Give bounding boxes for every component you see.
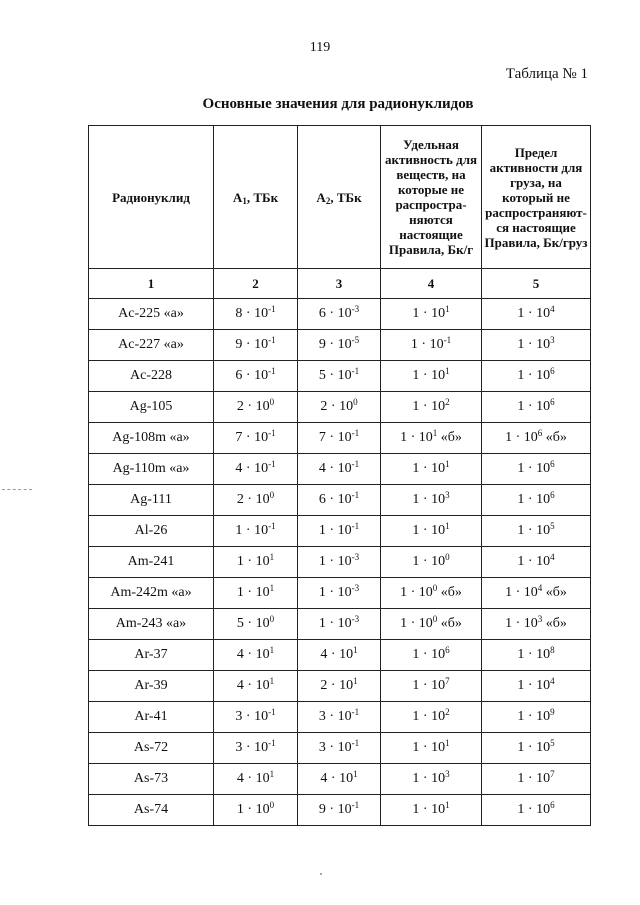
consignment-limit-value-cell: [482, 392, 591, 423]
consignment-limit-value-cell: [482, 423, 591, 454]
a2-value-exponent: -1: [351, 521, 360, 531]
a1-value-cell: [214, 423, 298, 454]
nuclide-cell: Ag-111: [89, 485, 214, 516]
table-row: [89, 609, 591, 640]
column-number: 3: [298, 269, 381, 299]
a2-value-cell: [298, 330, 381, 361]
a1-value-exponent: -1: [268, 304, 276, 314]
consignment-limit-value-mantissa: 1 · 10: [505, 585, 538, 600]
margin-mark: [2, 489, 32, 490]
specific-activity-value-mantissa: 1 · 10: [412, 461, 446, 476]
column-number: 1: [89, 269, 214, 299]
table-label: Таблица № 1: [505, 66, 588, 82]
a1-value-exponent: -1: [268, 335, 276, 345]
specific-activity-value-mantissa: 1 · 10: [400, 430, 433, 445]
consignment-limit-value-mantissa: 1 · 10: [517, 647, 551, 662]
consignment-limit-value-mantissa: 1 · 10: [517, 802, 551, 817]
a1-value-cell: [214, 733, 298, 764]
a2-value-exponent: -1: [351, 738, 360, 748]
specific-activity-value-exponent: 0: [432, 614, 438, 624]
specific-activity-value-exponent: 0: [432, 583, 438, 593]
a2-value-cell: [298, 640, 381, 671]
specific-activity-value-mantissa: 1 · 10: [412, 523, 446, 538]
header-a2-letter: A: [316, 189, 326, 205]
specific-activity-value-mantissa: 1 · 10: [400, 585, 433, 600]
a2-value-mantissa: 2 · 10: [320, 678, 354, 693]
a1-value-exponent: 1: [269, 552, 275, 562]
a2-value-cell: [298, 299, 381, 330]
specific-activity-value-mantissa: 1 · 10: [412, 554, 446, 569]
consignment-limit-value-exponent: 5: [550, 521, 555, 531]
header-a2: [298, 126, 381, 269]
specific-activity-value-exponent: 1: [445, 800, 450, 810]
nuclide-cell: As-73: [89, 764, 214, 795]
nuclide-cell: Ag-105: [89, 392, 214, 423]
a2-value-cell: [298, 733, 381, 764]
specific-activity-value-exponent: 2: [445, 397, 450, 407]
specific-activity-value-mantissa: 1 · 10: [412, 709, 446, 724]
nuclide-cell: Ar-37: [89, 640, 214, 671]
consignment-limit-value-mantissa: 1 · 10: [517, 678, 551, 693]
specific-activity-value-exponent: 2: [445, 707, 450, 717]
a1-value-mantissa: 9 · 10: [235, 337, 269, 352]
a1-value-exponent: 1: [269, 676, 275, 686]
nuclide-cell: Al-26: [89, 516, 214, 547]
consignment-limit-value-cell: [482, 733, 591, 764]
specific-activity-value-mantissa: 1 · 10: [412, 740, 446, 755]
specific-activity-value-mantissa: 1 · 10: [412, 802, 446, 817]
a1-value-mantissa: 4 · 10: [236, 771, 270, 786]
a1-value-exponent: 0: [269, 490, 275, 500]
table-row: [89, 516, 591, 547]
a1-value-cell: [214, 516, 298, 547]
a2-value-mantissa: 6 · 10: [318, 492, 352, 507]
specific-activity-value-cell: [381, 671, 482, 702]
a1-value-cell: [214, 640, 298, 671]
specific-activity-value-mantissa: 1 · 10: [412, 678, 446, 693]
a1-value-mantissa: 2 · 10: [236, 492, 270, 507]
a2-value-mantissa: 9 · 10: [318, 337, 352, 352]
a1-value-mantissa: 7 · 10: [235, 430, 269, 445]
a1-value-exponent: -1: [268, 521, 276, 531]
a1-value-mantissa: 3 · 10: [235, 709, 269, 724]
consignment-limit-value-mantissa: 1 · 10: [517, 523, 551, 538]
specific-activity-value-cell: [381, 764, 482, 795]
consignment-limit-value-exponent: 4: [537, 583, 543, 593]
specific-activity-value-note: «б»: [437, 430, 462, 445]
nuclide-cell: Ag-108m «а»: [89, 423, 214, 454]
a1-value-mantissa: 1 · 10: [236, 554, 270, 569]
consignment-limit-value-mantissa: 1 · 10: [517, 368, 551, 383]
a1-value-exponent: -1: [268, 707, 276, 717]
specific-activity-value-exponent: 1: [445, 366, 450, 376]
header-a1-letter: A: [232, 189, 243, 205]
a2-value-mantissa: 1 · 10: [318, 523, 352, 538]
consignment-limit-value-cell: [482, 640, 591, 671]
a2-value-cell: [298, 671, 381, 702]
a1-value-exponent: -1: [268, 738, 276, 748]
specific-activity-value-note: «б»: [437, 616, 462, 631]
specific-activity-value-cell: [381, 361, 482, 392]
specific-activity-value-cell: [381, 299, 482, 330]
a2-value-mantissa: 4 · 10: [320, 647, 354, 662]
a1-value-exponent: 1: [269, 645, 275, 655]
a2-value-exponent: -1: [351, 800, 360, 810]
header-a1-subscript: 1: [242, 195, 247, 206]
a1-value-cell: [214, 485, 298, 516]
table-row: [89, 423, 591, 454]
specific-activity-value-exponent: 1: [445, 521, 450, 531]
consignment-limit-value-cell: [482, 454, 591, 485]
specific-activity-value-exponent: 3: [445, 769, 450, 779]
a2-value-exponent: 1: [353, 676, 358, 686]
a2-value-cell: [298, 392, 381, 423]
a1-value-mantissa: 2 · 10: [236, 399, 270, 414]
specific-activity-value-cell: [381, 578, 482, 609]
a2-value-cell: [298, 361, 381, 392]
table-title: Основные значения для радионуклидов: [202, 96, 474, 112]
consignment-limit-value-cell: [482, 764, 591, 795]
a1-value-exponent: 1: [269, 583, 275, 593]
specific-activity-value-note: «б»: [437, 585, 462, 600]
a2-value-cell: [298, 795, 381, 826]
nuclide-cell: Ar-41: [89, 702, 214, 733]
table-row: [89, 733, 591, 764]
specific-activity-value-cell: [381, 702, 482, 733]
nuclide-cell: Am-243 «а»: [89, 609, 214, 640]
a2-value-mantissa: 5 · 10: [318, 368, 352, 383]
a2-value-exponent: 0: [353, 397, 358, 407]
table-row: [89, 671, 591, 702]
a2-value-mantissa: 7 · 10: [318, 430, 352, 445]
column-number: 5: [482, 269, 591, 299]
specific-activity-value-cell: [381, 330, 482, 361]
consignment-limit-value-exponent: 6: [550, 366, 555, 376]
a2-value-exponent: 1: [353, 645, 358, 655]
a2-value-mantissa: 4 · 10: [318, 461, 352, 476]
a1-value-mantissa: 4 · 10: [236, 678, 270, 693]
header-a1-unit: , ТБк: [246, 189, 279, 205]
consignment-limit-value-mantissa: 1 · 10: [517, 740, 551, 755]
specific-activity-value-exponent: 1: [445, 738, 450, 748]
table-row: [89, 299, 591, 330]
consignment-limit-value-exponent: 5: [550, 738, 555, 748]
a2-value-exponent: -1: [351, 459, 360, 469]
a1-value-cell: [214, 547, 298, 578]
a1-value-mantissa: 6 · 10: [235, 368, 269, 383]
a2-value-cell: [298, 609, 381, 640]
consignment-limit-value-note: «б»: [542, 430, 567, 445]
a1-value-mantissa: 5 · 10: [236, 616, 270, 631]
specific-activity-value-mantissa: 1 · 10: [412, 306, 446, 321]
table-row: [89, 547, 591, 578]
a1-value-mantissa: 1 · 10: [236, 802, 270, 817]
column-number: 4: [381, 269, 482, 299]
a2-value-exponent: 1: [353, 769, 358, 779]
header-a2-subscript: 2: [325, 195, 331, 206]
a2-value-exponent: -5: [351, 335, 360, 345]
consignment-limit-value-mantissa: 1 · 10: [505, 430, 538, 445]
header-radionuclide: Радионуклид: [89, 126, 214, 269]
a1-value-exponent: 0: [269, 614, 275, 624]
specific-activity-value-exponent: 7: [445, 676, 450, 686]
consignment-limit-value-exponent: 3: [537, 614, 543, 624]
consignment-limit-value-mantissa: 1 · 10: [517, 492, 551, 507]
a2-value-mantissa: 3 · 10: [318, 740, 352, 755]
consignment-limit-value-cell: [482, 609, 591, 640]
consignment-limit-value-cell: [482, 702, 591, 733]
a1-value-mantissa: 1 · 10: [235, 523, 269, 538]
nuclide-cell: Am-242m «а»: [89, 578, 214, 609]
table-row: [89, 702, 591, 733]
table-row: [89, 795, 591, 826]
table-row: [89, 330, 591, 361]
table-row: [89, 392, 591, 423]
a2-value-mantissa: 4 · 10: [320, 771, 354, 786]
a2-value-exponent: -1: [351, 707, 360, 717]
consignment-limit-value-exponent: 3: [550, 335, 555, 345]
header-specific-activity: Удельная активность для веществ, на которые не распростра-няются настоящие Правила, Бк/г: [381, 126, 482, 269]
a1-value-cell: [214, 578, 298, 609]
a1-value-cell: [214, 764, 298, 795]
a1-value-cell: [214, 330, 298, 361]
table-row: [89, 640, 591, 671]
a2-value-cell: [298, 485, 381, 516]
consignment-limit-value-mantissa: 1 · 10: [517, 461, 551, 476]
specific-activity-value-cell: [381, 609, 482, 640]
scan-dot: [320, 873, 322, 875]
a2-value-mantissa: 2 · 10: [320, 399, 354, 414]
table-row: [89, 454, 591, 485]
consignment-limit-value-note: «б»: [542, 585, 567, 600]
a1-value-cell: [214, 454, 298, 485]
a1-value-cell: [214, 702, 298, 733]
a2-value-cell: [298, 454, 381, 485]
a1-value-exponent: -1: [268, 428, 276, 438]
specific-activity-value-mantissa: 1 · 10: [412, 399, 446, 414]
a2-value-cell: [298, 578, 381, 609]
consignment-limit-value-exponent: 6: [550, 459, 555, 469]
table-row: [89, 578, 591, 609]
consignment-limit-value-exponent: 6: [537, 428, 543, 438]
consignment-limit-value-cell: [482, 547, 591, 578]
specific-activity-value-cell: [381, 423, 482, 454]
specific-activity-value-mantissa: 1 · 10: [412, 771, 446, 786]
specific-activity-value-cell: [381, 640, 482, 671]
consignment-limit-value-exponent: 4: [550, 304, 555, 314]
table-row: [89, 361, 591, 392]
specific-activity-value-cell: [381, 733, 482, 764]
a2-value-mantissa: 1 · 10: [318, 616, 352, 631]
a2-value-mantissa: 6 · 10: [318, 306, 352, 321]
a1-value-cell: [214, 361, 298, 392]
a2-value-cell: [298, 547, 381, 578]
a2-value-cell: [298, 702, 381, 733]
a1-value-cell: [214, 795, 298, 826]
nuclide-cell: Ar-39: [89, 671, 214, 702]
a2-value-mantissa: 1 · 10: [318, 585, 352, 600]
consignment-limit-value-note: «б»: [542, 616, 567, 631]
specific-activity-value-cell: [381, 516, 482, 547]
a2-value-exponent: -1: [351, 366, 360, 376]
a1-value-cell: [214, 671, 298, 702]
table-body: [89, 299, 591, 826]
consignment-limit-value-exponent: 6: [550, 800, 555, 810]
nuclide-cell: As-74: [89, 795, 214, 826]
specific-activity-value-cell: [381, 547, 482, 578]
consignment-limit-value-cell: [482, 299, 591, 330]
consignment-limit-value-exponent: 6: [550, 397, 555, 407]
specific-activity-value-mantissa: 1 · 10: [412, 647, 446, 662]
a2-value-exponent: -1: [351, 490, 360, 500]
consignment-limit-value-mantissa: 1 · 10: [517, 337, 551, 352]
a2-value-exponent: -1: [351, 428, 360, 438]
consignment-limit-value-exponent: 8: [550, 645, 555, 655]
header-a1: [214, 126, 298, 269]
column-number-row: [89, 269, 591, 299]
a2-value-exponent: -3: [351, 304, 360, 314]
specific-activity-value-exponent: 1: [445, 459, 450, 469]
specific-activity-value-exponent: 1: [432, 428, 438, 438]
consignment-limit-value-cell: [482, 795, 591, 826]
consignment-limit-value-cell: [482, 361, 591, 392]
consignment-limit-value-exponent: 9: [550, 707, 555, 717]
specific-activity-value-cell: [381, 485, 482, 516]
a2-value-cell: [298, 764, 381, 795]
a1-value-exponent: -1: [268, 459, 276, 469]
specific-activity-value-cell: [381, 454, 482, 485]
nuclide-cell: Ac-225 «а»: [89, 299, 214, 330]
a1-value-exponent: -1: [268, 366, 276, 376]
a1-value-mantissa: 3 · 10: [235, 740, 269, 755]
a2-value-mantissa: 1 · 10: [318, 554, 352, 569]
a1-value-cell: [214, 609, 298, 640]
a1-value-mantissa: 8 · 10: [235, 306, 269, 321]
specific-activity-value-exponent: -1: [443, 335, 452, 345]
consignment-limit-value-cell: [482, 330, 591, 361]
a1-value-mantissa: 4 · 10: [236, 647, 270, 662]
consignment-limit-value-exponent: 7: [550, 769, 555, 779]
consignment-limit-value-mantissa: 1 · 10: [517, 399, 551, 414]
radionuclide-table: [88, 125, 591, 826]
consignment-limit-value-mantissa: 1 · 10: [517, 709, 551, 724]
a1-value-mantissa: 1 · 10: [236, 585, 270, 600]
specific-activity-value-mantissa: 1 · 10: [412, 368, 446, 383]
nuclide-cell: Am-241: [89, 547, 214, 578]
consignment-limit-value-cell: [482, 485, 591, 516]
consignment-limit-value-mantissa: 1 · 10: [505, 616, 538, 631]
a2-value-exponent: -3: [351, 583, 360, 593]
a2-value-cell: [298, 516, 381, 547]
specific-activity-value-exponent: 1: [445, 304, 450, 314]
specific-activity-value-mantissa: 1 · 10: [410, 337, 444, 352]
consignment-limit-value-mantissa: 1 · 10: [517, 771, 551, 786]
consignment-limit-value-mantissa: 1 · 10: [517, 554, 551, 569]
a1-value-mantissa: 4 · 10: [235, 461, 269, 476]
nuclide-cell: Ag-110m «а»: [89, 454, 214, 485]
column-number: 2: [214, 269, 298, 299]
a1-value-exponent: 0: [269, 800, 275, 810]
nuclide-cell: Ac-228: [89, 361, 214, 392]
a2-value-exponent: -3: [351, 552, 360, 562]
specific-activity-value-mantissa: 1 · 10: [400, 616, 433, 631]
specific-activity-value-exponent: 0: [445, 552, 450, 562]
table-row: [89, 764, 591, 795]
a1-value-cell: [214, 392, 298, 423]
header-a2-unit: , ТБк: [330, 189, 362, 205]
specific-activity-value-cell: [381, 392, 482, 423]
consignment-limit-value-exponent: 6: [550, 490, 555, 500]
page-number: 119: [309, 40, 331, 55]
specific-activity-value-cell: [381, 795, 482, 826]
consignment-limit-value-exponent: 4: [550, 552, 555, 562]
header-row: [89, 126, 591, 269]
consignment-limit-value-mantissa: 1 · 10: [517, 306, 551, 321]
nuclide-cell: As-72: [89, 733, 214, 764]
a1-value-exponent: 1: [269, 769, 275, 779]
consignment-limit-value-cell: [482, 578, 591, 609]
specific-activity-value-exponent: 3: [445, 490, 450, 500]
specific-activity-value-mantissa: 1 · 10: [412, 492, 446, 507]
table-row: [89, 485, 591, 516]
a2-value-mantissa: 3 · 10: [318, 709, 352, 724]
a2-value-exponent: -3: [351, 614, 360, 624]
a1-value-cell: [214, 299, 298, 330]
consignment-limit-value-cell: [482, 671, 591, 702]
a1-value-exponent: 0: [269, 397, 275, 407]
a2-value-cell: [298, 423, 381, 454]
nuclide-cell: Ac-227 «а»: [89, 330, 214, 361]
specific-activity-value-exponent: 6: [445, 645, 450, 655]
a2-value-mantissa: 9 · 10: [318, 802, 352, 817]
consignment-limit-value-exponent: 4: [550, 676, 555, 686]
consignment-limit-value-cell: [482, 516, 591, 547]
header-consignment-limit: Предел активности для груза, на который не распространяют-ся настоящие Правила, Бк/груз: [482, 126, 591, 269]
